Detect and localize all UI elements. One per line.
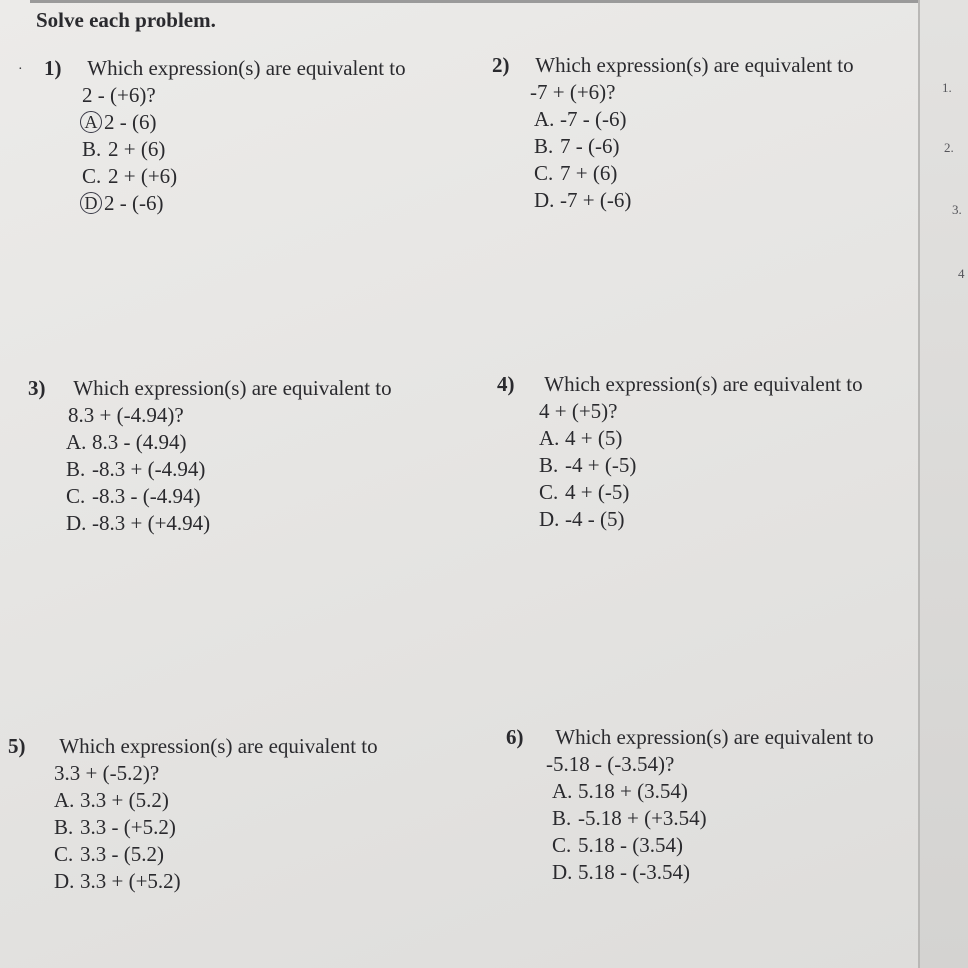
option-text: -7 - (-6): [560, 107, 627, 131]
option-letter: A.: [539, 426, 560, 450]
option-c[interactable]: [80, 163, 406, 190]
option-d[interactable]: [539, 506, 863, 533]
option-letter: C.: [54, 842, 74, 866]
question-text: Which expression(s) are equivalent to: [555, 725, 874, 749]
circled-letter-d: D: [80, 192, 102, 214]
question-line: [44, 55, 406, 82]
margin-number-2: 2.: [944, 140, 954, 155]
option-d[interactable]: [552, 859, 874, 886]
option-text: 5.18 + (3.54): [578, 779, 688, 803]
option-letter: C.: [82, 164, 102, 188]
option-text: 7 + (6): [560, 161, 618, 185]
option-letter: A.: [66, 430, 87, 454]
problem-3: [28, 375, 392, 537]
option-c[interactable]: [66, 483, 392, 510]
question-text: Which expression(s) are equivalent to: [87, 56, 406, 80]
option-letter: D.: [66, 511, 87, 535]
option-c[interactable]: [552, 832, 874, 859]
option-text: -8.3 - (-4.94): [92, 484, 201, 508]
option-letter: B.: [539, 453, 559, 477]
option-letter: C.: [66, 484, 86, 508]
option-text: -4 - (5): [565, 507, 625, 531]
option-text: 5.18 - (3.54): [578, 833, 683, 857]
option-letter: D.: [54, 869, 75, 893]
option-a[interactable]: [539, 425, 863, 452]
option-text: 4 + (-5): [565, 480, 630, 504]
bullet-dot: ·: [18, 62, 23, 77]
option-text: 8.3 - (4.94): [92, 430, 187, 454]
option-list: [28, 429, 392, 537]
problem-expression: 4 + (+5)?: [539, 399, 618, 423]
problem-5: [8, 733, 378, 895]
option-d[interactable]: [54, 868, 378, 895]
option-letter: D.: [552, 860, 573, 884]
option-b[interactable]: [534, 133, 854, 160]
option-letter: C.: [552, 833, 572, 857]
problem-number: 2): [492, 53, 510, 77]
problem-number: 5): [8, 734, 26, 758]
option-text: 2 + (+6): [108, 164, 178, 188]
option-text: 3.3 - (5.2): [80, 842, 164, 866]
problem-6: [506, 724, 874, 886]
option-letter: B.: [534, 134, 554, 158]
problem-expression: 2 - (+6)?: [82, 83, 156, 107]
option-letter: B.: [552, 806, 572, 830]
option-letter: B.: [82, 137, 102, 161]
option-b[interactable]: [66, 456, 392, 483]
problem-number: 4): [497, 372, 515, 396]
option-list: [492, 106, 854, 214]
option-c[interactable]: [534, 160, 854, 187]
option-d[interactable]: [80, 190, 406, 217]
option-letter: C.: [534, 161, 554, 185]
problem-expression: 3.3 + (-5.2)?: [54, 761, 160, 785]
option-a[interactable]: [552, 778, 874, 805]
option-text: 5.18 - (-3.54): [578, 860, 690, 884]
adjacent-page-edge: [920, 0, 968, 968]
option-d[interactable]: [534, 187, 854, 214]
question-line: [506, 724, 874, 751]
problem-2: [492, 52, 854, 214]
circled-letter-a: A: [80, 111, 102, 133]
option-text: 7 - (-6): [560, 134, 620, 158]
option-a[interactable]: [534, 106, 854, 133]
option-text: 4 + (5): [565, 426, 623, 450]
problem-expression: -7 + (+6)?: [530, 80, 616, 104]
option-letter: B.: [54, 815, 74, 839]
question-text: Which expression(s) are equivalent to: [544, 372, 863, 396]
question-text: Which expression(s) are equivalent to: [535, 53, 854, 77]
problem-expression: 8.3 + (-4.94)?: [68, 403, 184, 427]
worksheet-heading: Solve each problem.: [36, 8, 216, 32]
margin-number-4: 4: [958, 266, 965, 281]
option-letter: D.: [539, 507, 560, 531]
top-border-line: [30, 0, 918, 3]
question-line: [28, 375, 392, 402]
option-text: 3.3 - (+5.2): [80, 815, 176, 839]
option-list: [44, 109, 406, 217]
problem-expression: -5.18 - (-3.54)?: [546, 752, 675, 776]
option-text: -7 + (-6): [560, 188, 632, 212]
problem-4: [497, 371, 863, 533]
option-c[interactable]: [539, 479, 863, 506]
option-text: -8.3 + (+4.94): [92, 511, 211, 535]
question-line: [492, 52, 854, 79]
option-letter: B.: [66, 457, 86, 481]
option-text: 2 + (6): [108, 137, 166, 161]
option-d[interactable]: [66, 510, 392, 537]
question-text: Which expression(s) are equivalent to: [73, 376, 392, 400]
option-list: [497, 425, 863, 533]
option-b[interactable]: [80, 136, 406, 163]
option-text: -5.18 + (+3.54): [578, 806, 707, 830]
option-letter: A.: [54, 788, 75, 812]
option-letter: C.: [539, 480, 559, 504]
problem-1: [44, 55, 406, 217]
option-text: 3.3 + (5.2): [80, 788, 169, 812]
option-a[interactable]: [54, 787, 378, 814]
option-text: 3.3 + (+5.2): [80, 869, 181, 893]
option-letter: A.: [534, 107, 555, 131]
option-text: 2 - (-6): [104, 191, 164, 215]
question-text: Which expression(s) are equivalent to: [59, 734, 378, 758]
option-text: -4 + (-5): [565, 453, 637, 477]
problem-number: 1): [44, 56, 62, 80]
option-b[interactable]: [552, 805, 874, 832]
option-a[interactable]: [80, 109, 406, 136]
question-line: [497, 371, 863, 398]
problem-number: 6): [506, 725, 524, 749]
margin-number-1: 1.: [942, 80, 952, 95]
option-list: [506, 778, 874, 886]
option-letter: D.: [534, 188, 555, 212]
option-b[interactable]: [54, 814, 378, 841]
option-c[interactable]: [54, 841, 378, 868]
option-b[interactable]: [539, 452, 863, 479]
option-a[interactable]: [66, 429, 392, 456]
problem-number: 3): [28, 376, 46, 400]
option-text: -8.3 + (-4.94): [92, 457, 206, 481]
option-letter: A.: [552, 779, 573, 803]
option-list: [8, 787, 378, 895]
option-text: 2 - (6): [104, 110, 157, 134]
question-line: [8, 733, 378, 760]
margin-number-3: 3.: [952, 202, 962, 217]
